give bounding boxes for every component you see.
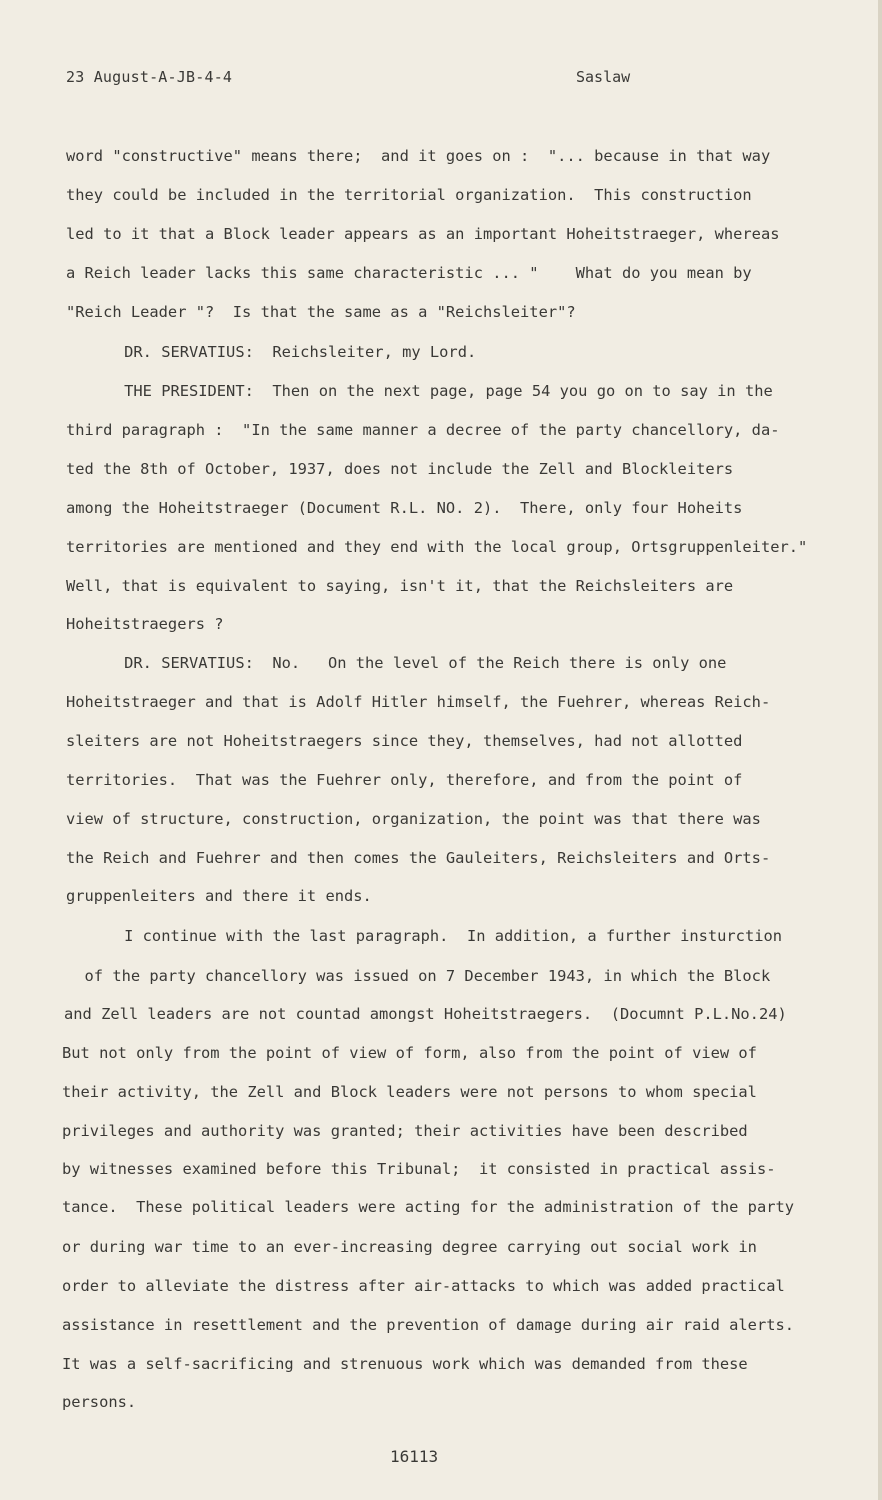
text-line: territories. That was the Fuehrer only, therefore, and from the point of xyxy=(66,771,743,789)
text-line: But not only from the point of view of form, also from the point of view of xyxy=(62,1044,757,1062)
text-line: a Reich leader lacks this same characteristic ... " What do you mean by xyxy=(66,264,752,282)
text-line: ted the 8th of October, 1937, does not include the Zell and Blockleiters xyxy=(66,460,734,478)
text-line: sleiters are not Hoheitstraegers since they, themselves, had not allotted xyxy=(66,732,743,750)
text-line: third paragraph : "In the same manner a decree of the party chancellory, da- xyxy=(66,421,780,439)
text-line: by witnesses examined before this Tribunal; it consisted in practical assis- xyxy=(62,1160,776,1178)
text-line: the Reich and Fuehrer and then comes the Gauleiters, Reichsleiters and Orts- xyxy=(66,849,771,867)
paper-edge xyxy=(878,0,882,1500)
text-line: privileges and authority was granted; their activities have been described xyxy=(62,1122,748,1140)
text-line: "Reich Leader "? Is that the same as a "Reichsleiter"? xyxy=(66,303,576,321)
page-number: 16113 xyxy=(390,1447,439,1466)
text-line: I continue with the last paragraph. In addition, a further insturction xyxy=(50,927,783,945)
text-line: view of structure, construction, organization, the point was that there was xyxy=(66,810,761,828)
text-line: gruppenleiters and there it ends. xyxy=(66,887,372,905)
header-date-reference: 23 August-A-JB-4-4 xyxy=(66,68,233,86)
text-line: territories are mentioned and they end with the local group, Ortsgruppenleiter." xyxy=(66,538,808,556)
text-line: among the Hoheitstraeger (Document R.L. NO. 2). There, only four Hoheits xyxy=(66,499,743,517)
text-line: they could be included in the territorial organization. This construction xyxy=(66,186,752,204)
text-line: and Zell leaders are not countad amongst Hoheitstraegers. (Documnt P.L.No.24) xyxy=(64,1005,787,1023)
text-line: Hoheitstraeger and that is Adolf Hitler himself, the Fuehrer, whereas Reich- xyxy=(66,693,771,711)
text-line: persons. xyxy=(62,1393,137,1411)
text-line: assistance in resettlement and the prevention of damage during air raid alerts. xyxy=(62,1316,795,1334)
text-line: It was a self-sacrificing and strenuous work which was demanded from these xyxy=(62,1355,748,1373)
text-line: DR. SERVATIUS: Reichsleiter, my Lord. xyxy=(50,343,477,361)
text-line: tance. These political leaders were acting for the administration of the party xyxy=(62,1198,795,1216)
text-line: of the party chancellory was issued on 7 December 1943, in which the Block xyxy=(66,967,771,985)
text-line: THE PRESIDENT: Then on the next page, page 54 you go on to say in the xyxy=(50,382,773,400)
text-line: Well, that is equivalent to saying, isn't it, that the Reichsleiters are xyxy=(66,577,734,595)
text-line: Hoheitstraegers ? xyxy=(66,615,224,633)
text-line: led to it that a Block leader appears as an important Hoheitstraeger, whereas xyxy=(66,225,780,243)
header-typist: Saslaw xyxy=(576,68,631,86)
text-line: word "constructive" means there; and it goes on : "... because in that way xyxy=(66,147,771,165)
text-line: DR. SERVATIUS: No. On the level of the Reich there is only one xyxy=(50,654,727,672)
text-line: or during war time to an ever-increasing degree carrying out social work in xyxy=(62,1238,757,1256)
text-line: order to alleviate the distress after air-attacks to which was added practical xyxy=(62,1277,785,1295)
text-line: their activity, the Zell and Block leaders were not persons to whom special xyxy=(62,1083,757,1101)
